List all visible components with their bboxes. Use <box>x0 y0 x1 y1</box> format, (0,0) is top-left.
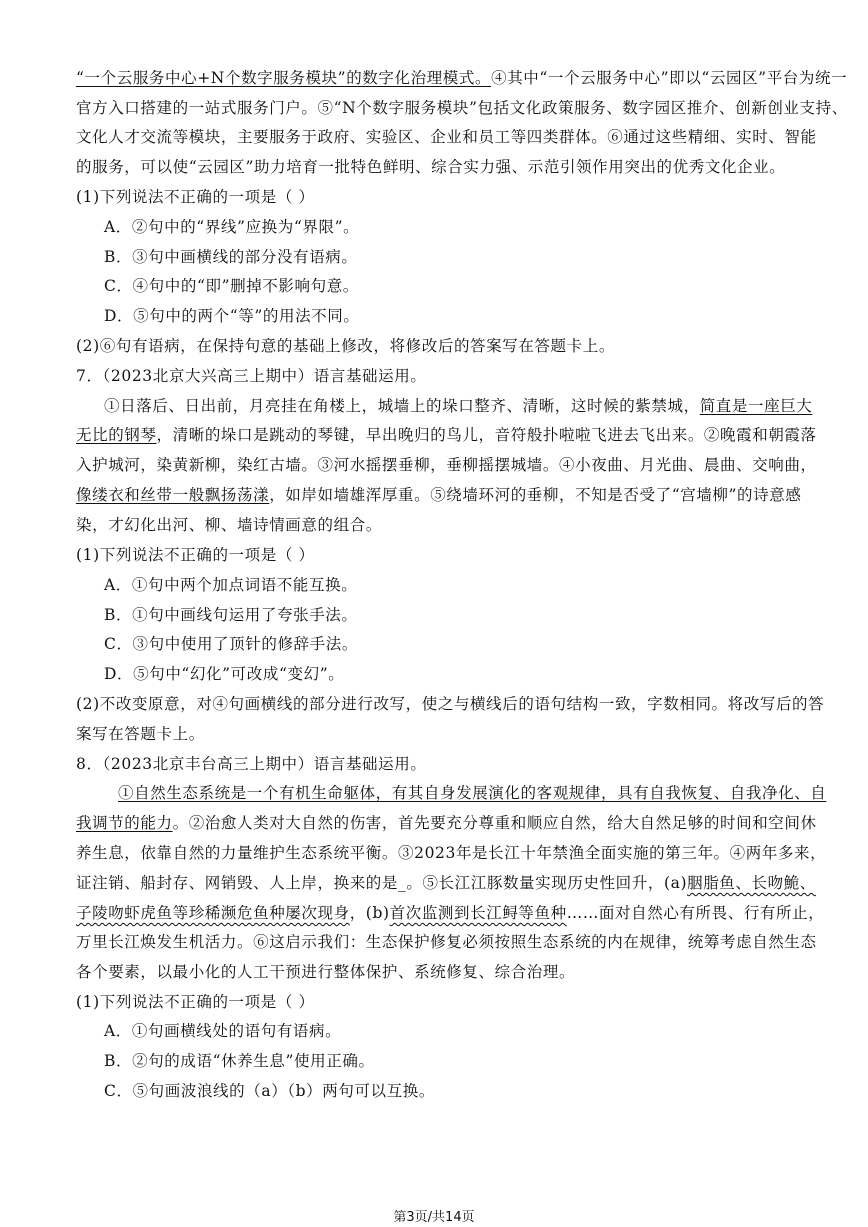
text-segment: 8．（2023北京丰台高三上期中）语言基础运用。 <box>76 755 427 773</box>
text-line <box>104 396 824 416</box>
text-line <box>76 694 825 714</box>
text-segment: (1)下列说法不正确的一项是（ ） <box>76 546 315 564</box>
text-segment: D．⑤句中的两个“等”的用法不同。 <box>104 307 360 325</box>
text-segment: 7．（2023北京大兴高三上期中）语言基础运用。 <box>76 367 427 385</box>
option-line <box>104 1051 824 1071</box>
underlined-text: 像缕衣和丝带一般飘扬荡漾 <box>76 486 270 504</box>
underlined-text: “一个云服务中心+N个数字服务模块”的数字化治理模式。 <box>76 69 492 87</box>
text-segment: 案写在答题卡上。 <box>76 725 205 743</box>
text-segment: (1)下列说法不正确的一项是（ ） <box>76 188 315 206</box>
text-line <box>76 545 796 565</box>
option-line <box>104 575 824 595</box>
text-line <box>76 724 796 744</box>
text-segment: D．⑤句中“幻化”可改成“变幻”。 <box>104 665 345 683</box>
text-segment: ④其中“一个云服务中心”即以“云园区”平台为统一 <box>491 69 848 87</box>
text-segment: ……面对自然心有所畏、行有所止， <box>566 904 825 922</box>
wavy-underlined-text: 首次监测到长江鲟等鱼种 <box>389 904 567 922</box>
text-line <box>76 992 796 1012</box>
text-line <box>76 127 817 147</box>
text-line <box>76 903 825 923</box>
text-segment: 各个要素，以最小化的人工干预进行整体保护、系统修复、综合治理。 <box>76 963 576 981</box>
text-line <box>76 873 816 893</box>
text-line <box>76 932 817 952</box>
text-line <box>76 813 817 833</box>
option-line <box>104 634 824 654</box>
text-segment: B．③句中画横线的部分没有语病。 <box>104 248 358 266</box>
text-line <box>76 515 796 535</box>
text-segment: 文化人才交流等模块，主要服务于政府、实验区、企业和员工等四类群体。⑥通过这些精细、实时、智能 <box>76 128 817 146</box>
text-line <box>118 783 838 803</box>
text-segment: B．②句的成语“休养生息”使用正确。 <box>104 1052 375 1070</box>
text-line <box>76 843 827 863</box>
text-segment: 入护城河，染黄新柳，染红古墙。③河水摇摆垂柳，垂柳摇摆城墙。④小夜曲、月光曲、晨曲、交响曲， <box>76 456 817 474</box>
wavy-underlined-text: 子陵吻虾虎鱼等珍稀濒危鱼种屡次现身 <box>76 904 350 922</box>
text-line <box>76 962 796 982</box>
text-segment: 的服务，可以使“云园区”助力培育一批特色鲜明、综合实力强、示范引领作用突出的优秀文化企业。 <box>76 158 786 176</box>
option-line <box>104 306 824 326</box>
text-segment: 证注销、船封存、网销毁、人上岸，换来的是_。⑤长江江豚数量实现历史性回升，(a) <box>76 874 688 892</box>
wavy-underlined-text: 胭脂鱼、长吻鮠、 <box>687 874 816 892</box>
text-segment: 染，才幻化出河、柳、墙诗情画意的组合。 <box>76 516 382 534</box>
text-line <box>76 187 796 207</box>
text-segment: 万里长江焕发生机活力。⑥这启示我们：生态保护修复必须按照生态系统的内在规律，统筹考虑自然生态 <box>76 933 817 951</box>
underlined-text: 简直是一座巨大 <box>699 397 813 415</box>
text-segment: (2)⑥句有语病，在保持句意的基础上修改，将修改后的答案写在答题卡上。 <box>76 337 615 355</box>
option-line <box>104 605 824 625</box>
text-segment: ，清晰的垛口是跳动的琴键，早出晚归的鸟儿，音符般扑啦啦飞进去飞出来。②晚霞和朝霞落 <box>156 426 817 444</box>
option-line <box>104 1081 824 1101</box>
text-line <box>76 366 796 386</box>
option-line <box>104 664 824 684</box>
text-segment: 。②治愈人类对大自然的伤害，首先要充分尊重和顺应自然，给大自然足够的时间和空间休 <box>172 814 817 832</box>
text-line <box>76 455 817 475</box>
text-segment: A．①句中两个加点词语不能互换。 <box>104 576 358 594</box>
text-segment: C．⑤句画波浪线的（a）（b）两句可以互换。 <box>104 1082 435 1100</box>
text-line <box>76 336 796 356</box>
option-line <box>104 1021 824 1041</box>
text-segment: 养生息，依靠自然的力量维护生态系统平衡。③2023年是长江十年禁渔全面实施的第三年。④两年多来， <box>76 844 827 862</box>
text-line <box>76 98 848 118</box>
page-footer: 第3页/共14页 <box>393 1210 475 1225</box>
text-segment: ，如岸如墙雄浑厚重。⑤绕墙环河的垂柳，不知是否受了“宫墙柳”的诗意感 <box>269 486 802 504</box>
text-segment: (2)不改变原意，对④句画横线的部分进行改写，使之与横线后的语句结构一致，字数相同。将改写后的答 <box>76 695 825 713</box>
underlined-text: 无比的钢琴 <box>76 426 157 444</box>
text-segment: ，(b) <box>349 904 390 922</box>
text-segment: C．④句中的“即”删掉不影响句意。 <box>104 277 359 295</box>
text-line <box>76 485 802 505</box>
option-line <box>104 276 824 296</box>
text-segment: A．②句中的“界线”应换为“界限”。 <box>104 218 360 236</box>
option-line <box>104 247 824 267</box>
text-line <box>76 68 848 88</box>
option-line <box>104 217 824 237</box>
underlined-text: 我调节的能力 <box>76 814 173 832</box>
text-line <box>76 157 796 177</box>
text-segment: B．①句中画线句运用了夸张手法。 <box>104 606 358 624</box>
underlined-text: ①自然生态系统是一个有机生命躯体，有其自身发展演化的客观规律，具有自我恢复、自我净化、自 <box>118 784 827 802</box>
text-line <box>76 754 796 774</box>
text-segment: ①日落后、日出前，月亮挂在角楼上，城墙上的垛口整齐、清晰，这时候的紫禁城， <box>104 397 700 415</box>
text-segment: 官方入口搭建的一站式服务门户。⑤“N个数字服务模块”包括文化政策服务、数字园区推介、创新创业支持、 <box>76 99 848 117</box>
text-segment: C．③句中使用了顶针的修辞手法。 <box>104 635 358 653</box>
text-segment: (1)下列说法不正确的一项是（ ） <box>76 993 315 1011</box>
text-segment: A．①句画横线处的语句有语病。 <box>104 1022 342 1040</box>
text-line <box>76 425 817 445</box>
